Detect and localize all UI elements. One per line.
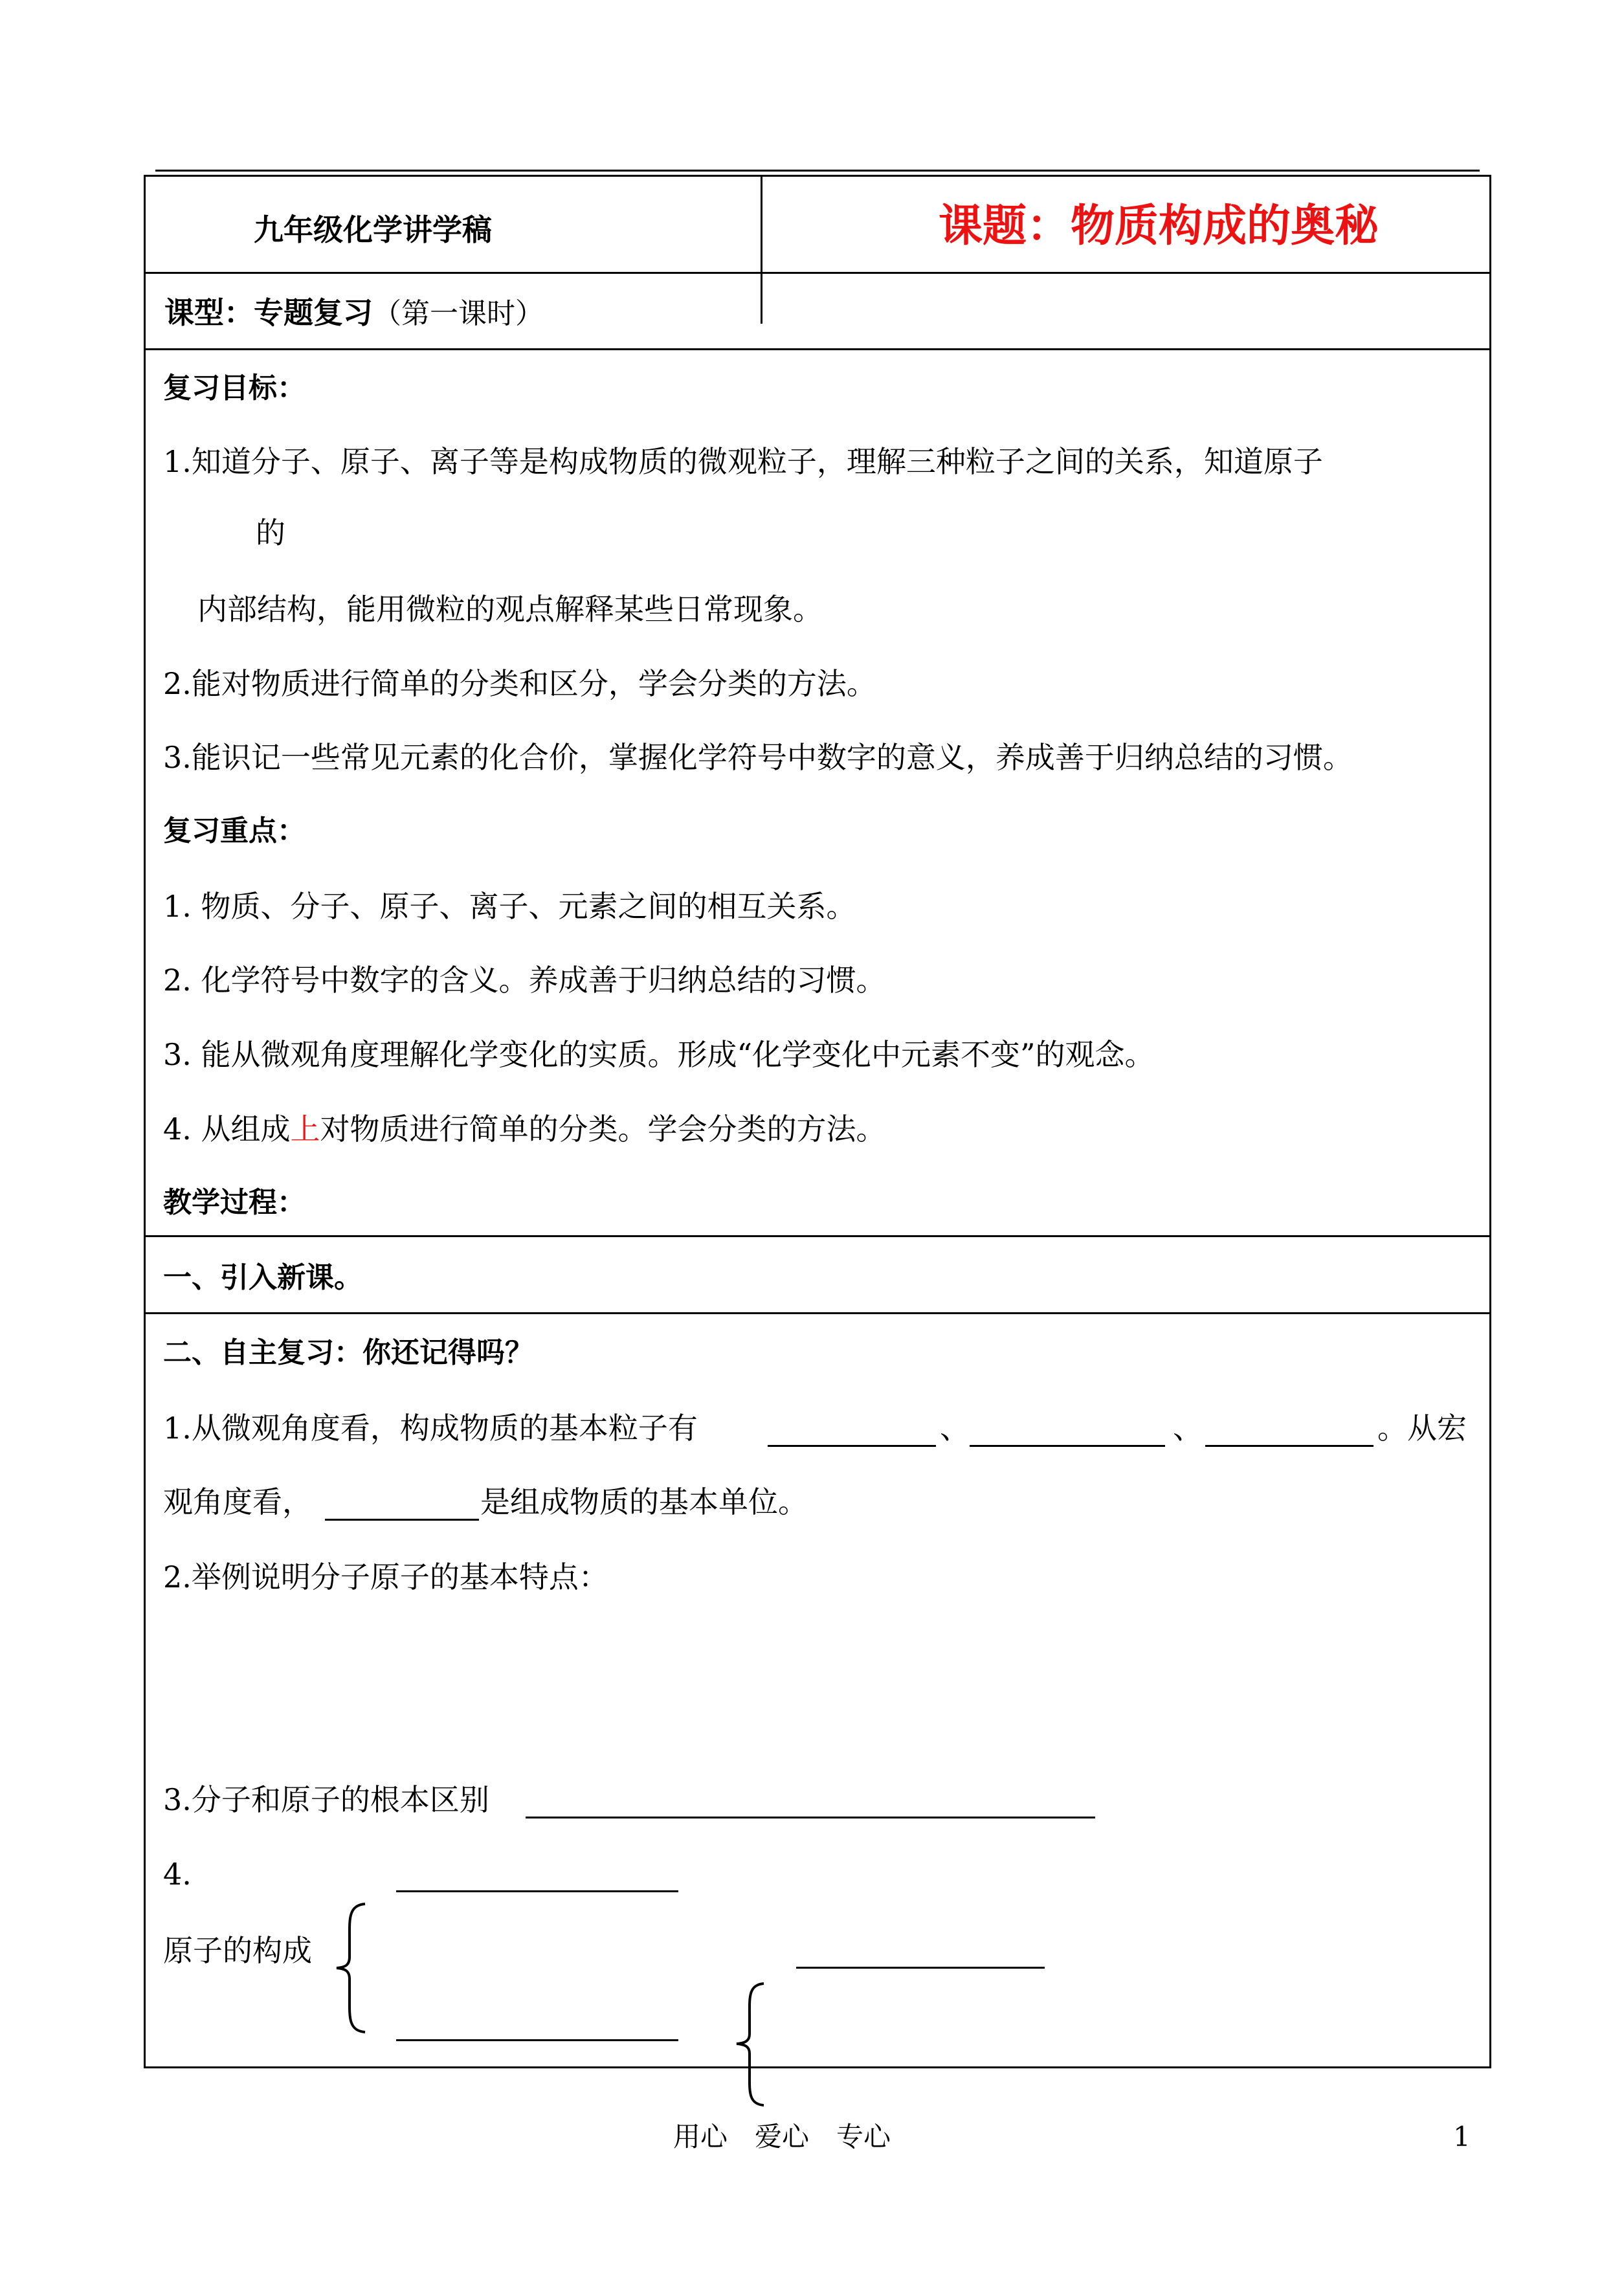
key-point-4 — [163, 1114, 886, 1144]
key-point-4-suffix: 对物质进行简单的分类。学会分类的方法。 — [320, 1112, 886, 1146]
brace-left — [331, 1900, 370, 2036]
table-border-right — [1489, 175, 1491, 2068]
lecture-title: 九年级化学讲学稿 — [254, 212, 492, 247]
question-2: 2.举例说明分子原子的基本特点： — [163, 1560, 608, 1594]
top-rule — [155, 170, 1480, 172]
question-4: 4. — [163, 1857, 192, 1892]
objectives-heading: 复习目标： — [163, 372, 306, 405]
brace-right — [730, 1980, 769, 2109]
blank-particle-3[interactable] — [1205, 1445, 1374, 1447]
key-point-4-highlight: 上 — [290, 1112, 320, 1146]
section-intro: 一、引入新课。 — [163, 1261, 362, 1294]
question-1-cont: 。从宏 — [1377, 1411, 1467, 1446]
blank-difference[interactable] — [526, 1817, 1095, 1818]
question-1-line-2: 观角度看， — [163, 1484, 312, 1519]
course-type — [164, 295, 544, 330]
lesson-topic: 课题：物质构成的奥秘 — [939, 200, 1379, 252]
key-point-2: 2. 化学符号中数字的含义。养成善于归纳总结的习惯。 — [163, 963, 886, 998]
table-border-left — [144, 175, 146, 2068]
blank-atom-part-1[interactable] — [396, 1890, 678, 1892]
question-1-start: 1.从微观角度看，构成物质的基本粒子有 — [163, 1411, 698, 1446]
row-divider-3 — [144, 1235, 1491, 1237]
atom-structure-label: 原子的构成 — [163, 1933, 312, 1968]
key-points-heading: 复习重点： — [163, 814, 306, 847]
question-1-end: 是组成物质的基本单位。 — [480, 1484, 808, 1519]
course-type-note: （第一课时） — [373, 297, 544, 330]
blank-atom-sub-1[interactable] — [796, 1967, 1045, 1969]
key-point-3: 3. 能从微观角度理解化学变化的实质。形成“化学变化中元素不变”的观念。 — [163, 1037, 1155, 1072]
question-1-sep-1: 、 — [940, 1411, 970, 1446]
blank-particle-2[interactable] — [970, 1445, 1165, 1447]
section-review: 二、自主复习：你还记得吗？ — [163, 1336, 533, 1369]
row-divider-2 — [144, 348, 1491, 350]
process-heading: 教学过程： — [163, 1186, 306, 1219]
objective-1: 1.知道分子、原子、离子等是构成物质的微观粒子，理解三种粒子之间的关系，知道原子 — [163, 444, 1323, 479]
row-divider-1 — [144, 272, 1491, 274]
key-point-4-prefix: 4. 从组成 — [163, 1112, 291, 1146]
table-border-top — [144, 175, 1491, 177]
objective-1-wrap: 的 — [256, 515, 285, 550]
course-type-label: 课型：专题复习 — [164, 295, 373, 330]
objective-1-cont: 内部结构，能用微粒的观点解释某些日常现象。 — [197, 592, 823, 627]
page-number: 1 — [1453, 2121, 1471, 2153]
question-1-sep-2: 、 — [1173, 1411, 1203, 1446]
question-3: 3.分子和原子的根本区别 — [163, 1782, 489, 1817]
key-point-1: 1. 物质、分子、原子、离子、元素之间的相互关系。 — [163, 889, 856, 924]
row-divider-4 — [144, 1312, 1491, 1314]
header-divider-vertical — [761, 175, 762, 324]
objective-3: 3.能识记一些常见元素的化合价，掌握化学符号中数字的意义，养成善于归纳总结的习惯。 — [163, 740, 1353, 775]
table-border-bottom — [144, 2066, 1491, 2068]
blank-particle-1[interactable] — [768, 1445, 936, 1447]
blank-atom-part-2[interactable] — [396, 2039, 678, 2041]
objective-2: 2.能对物质进行简单的分类和区分，学会分类的方法。 — [163, 666, 876, 701]
footer-motto: 用心 爱心 专心 — [673, 2121, 891, 2153]
blank-element[interactable] — [325, 1519, 479, 1521]
